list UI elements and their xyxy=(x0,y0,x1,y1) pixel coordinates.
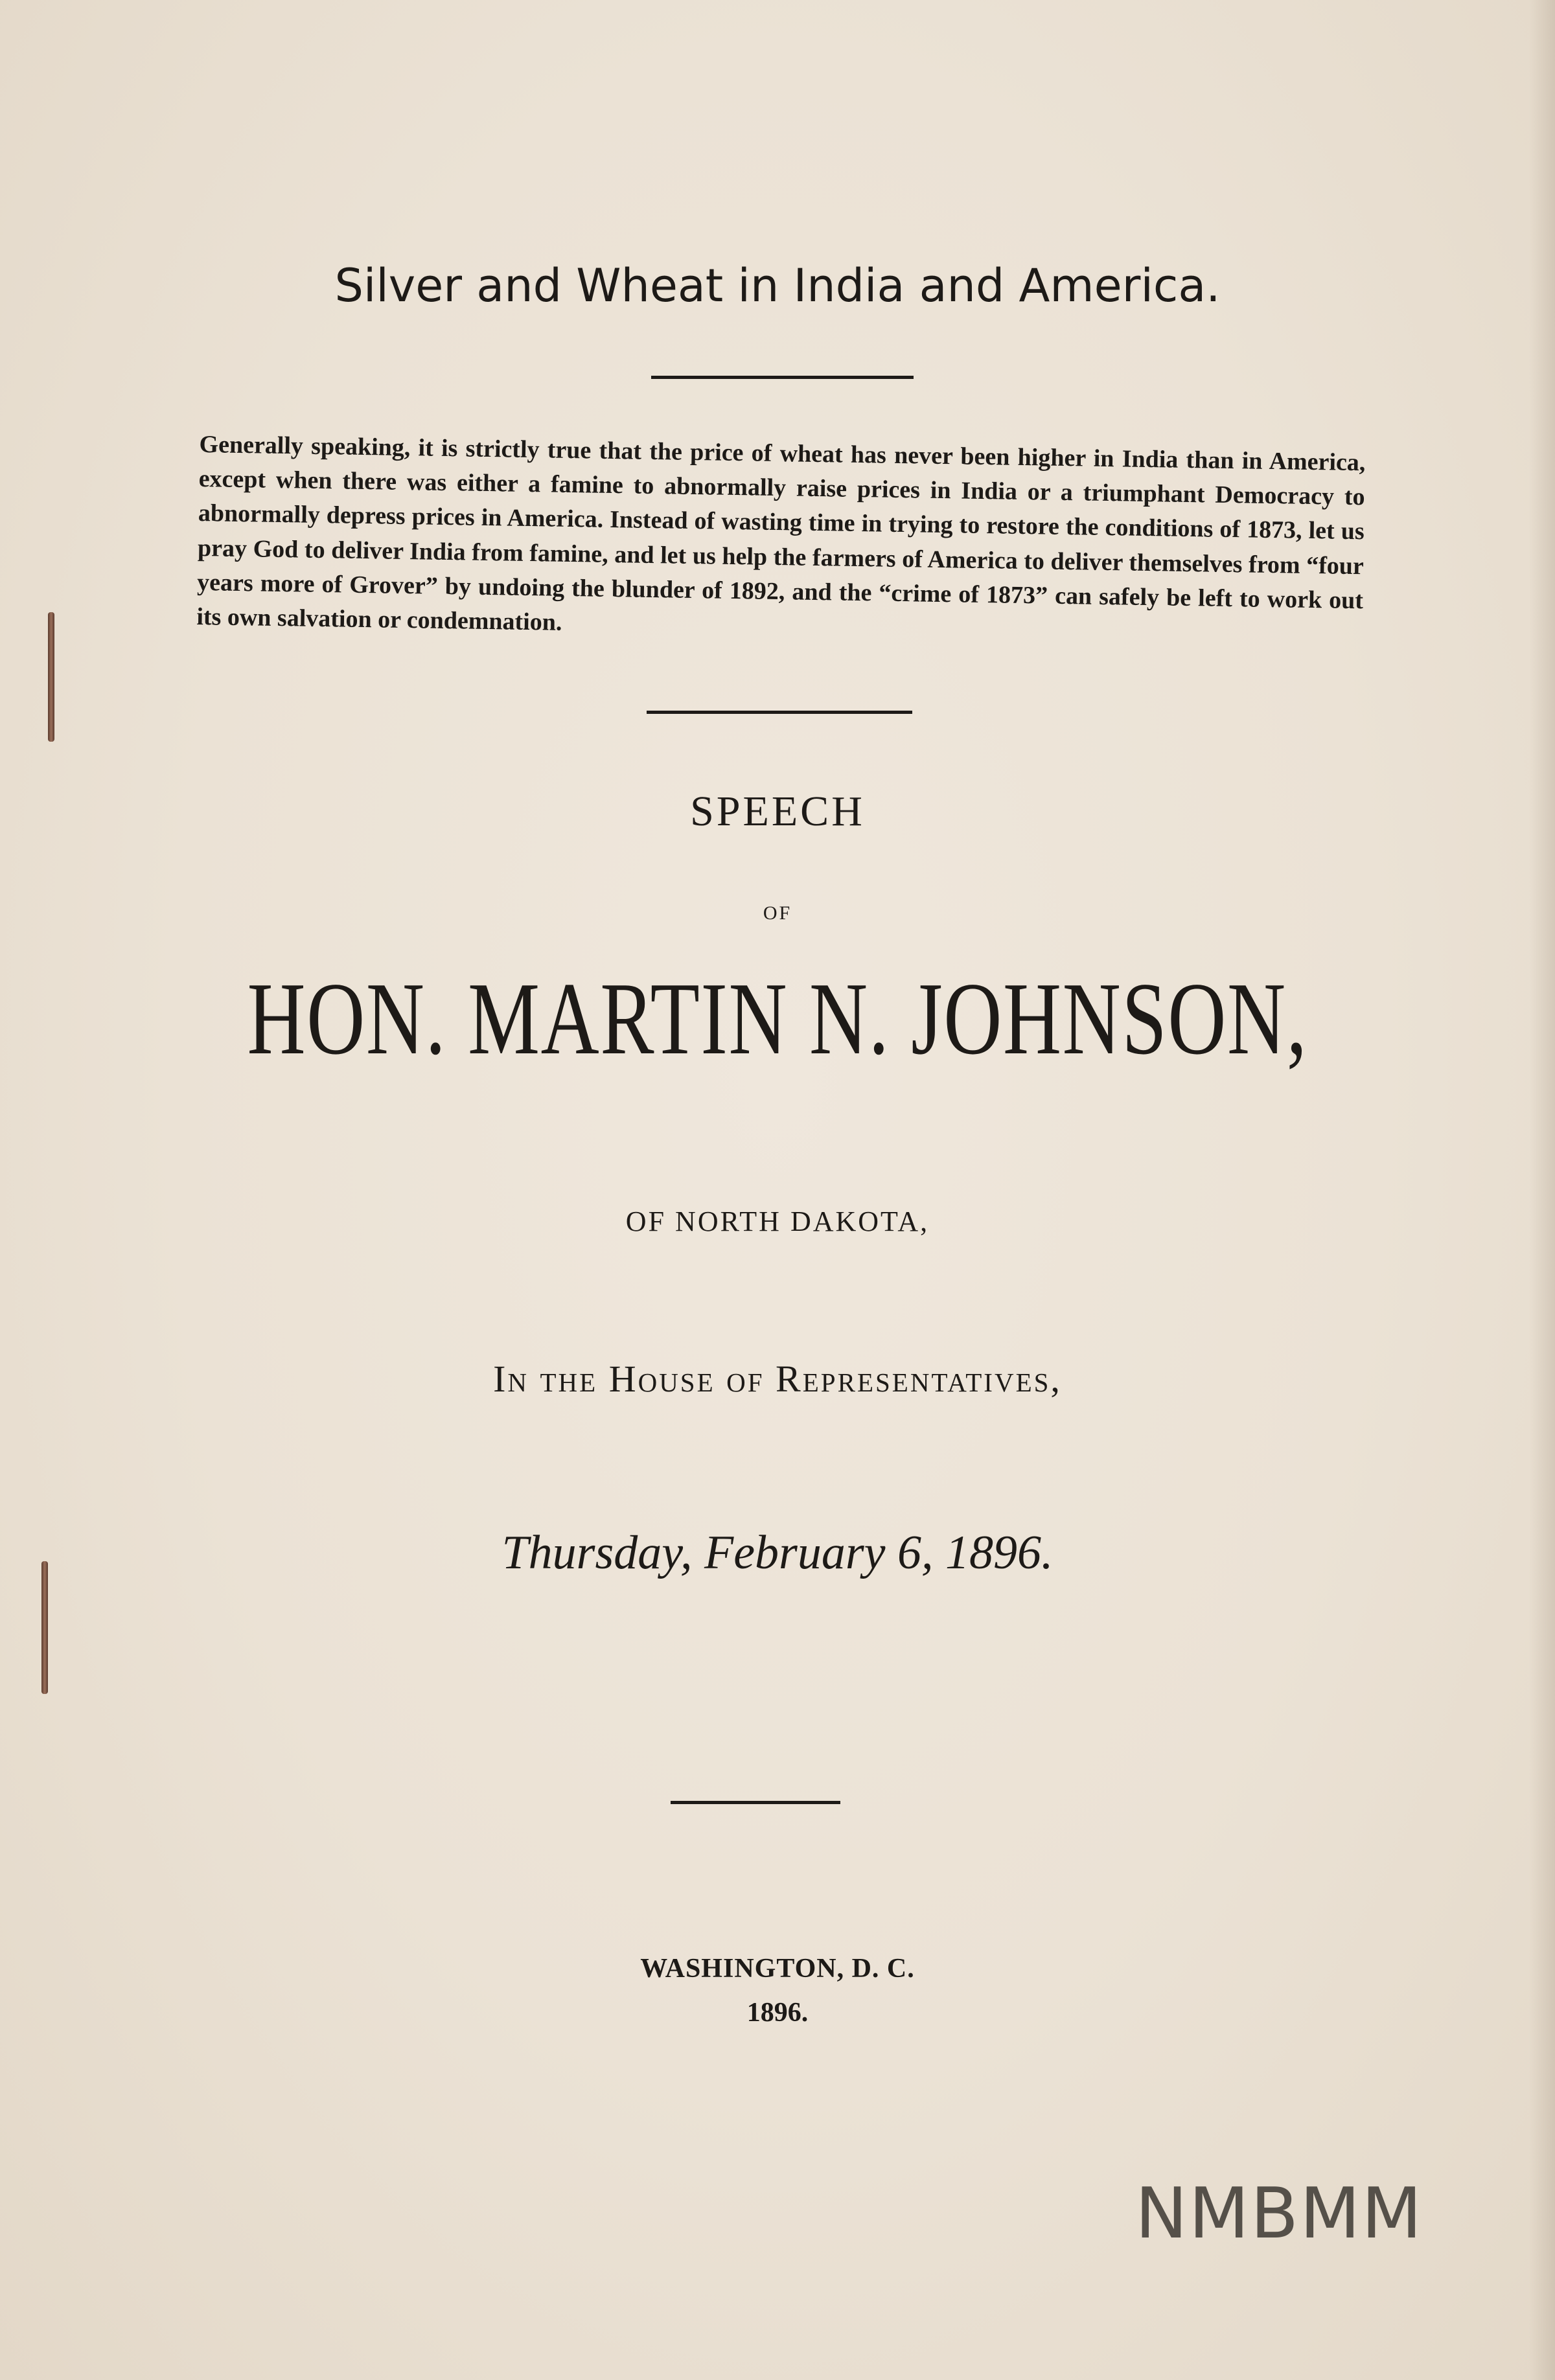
speaker-name: HON. MARTIN N. JOHNSON, xyxy=(247,961,1308,1076)
of-label: OF xyxy=(763,902,792,924)
epigraph-paragraph: Generally speaking, it is strictly true that the price of wheat has never been higher in India than in America, except when there was either a famine to abnormally raise prices in India or a triumphant Democracy to abnormally depress prices in America. Instead of wasting time in trying to restore the conditions of 1873, let us pray God to deliver India from famine, and let us help the farmers of America to deliver themselves from “four years more of Grover” by undoing the blunder of 1892, and the “crime of 1873” can safely be left to work out its own salvation or condemnation. xyxy=(196,430,1366,636)
staple-top xyxy=(48,612,54,742)
imprint-year: 1896. xyxy=(746,1998,809,2028)
imprint-place: WASHINGTON, D. C. xyxy=(640,1954,915,1984)
collection-watermark: NMBMM xyxy=(1135,2173,1423,2254)
speech-label: SPEECH xyxy=(690,788,865,835)
staple-bottom xyxy=(41,1561,48,1694)
speech-date: Thursday, February 6, 1896. xyxy=(501,1526,1054,1579)
speaker-state: OF NORTH DAKOTA, xyxy=(625,1206,930,1237)
document-headline: Silver and Wheat in India and America. xyxy=(334,259,1221,312)
divider-rule-middle xyxy=(647,711,912,714)
divider-rule-top xyxy=(651,376,914,379)
divider-rule-bottom xyxy=(671,1801,840,1804)
chamber-line: In the House of Representatives, xyxy=(493,1358,1062,1400)
